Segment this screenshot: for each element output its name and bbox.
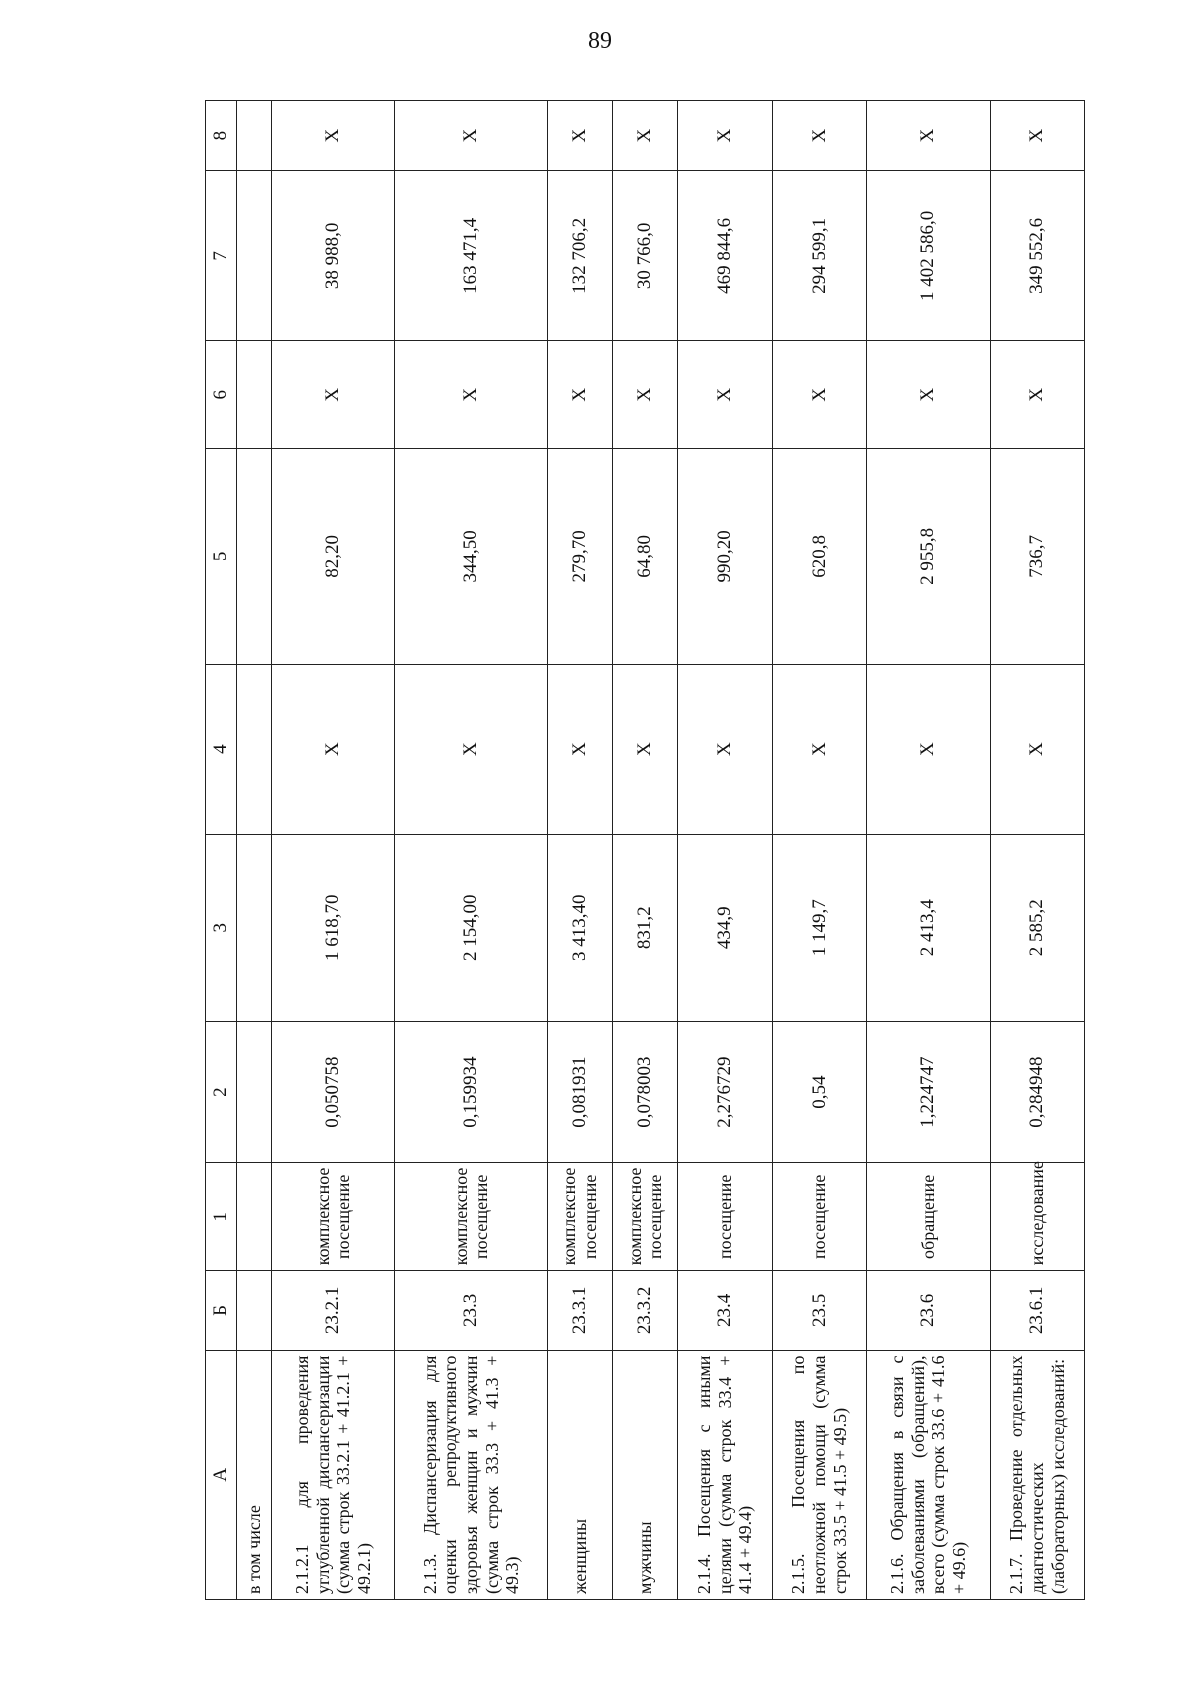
cell-b: 23.6.1 <box>990 1271 1084 1350</box>
col-header-6: 6 <box>206 341 237 449</box>
subheader-cell: в том числе <box>237 1350 272 1599</box>
cell-a: 2.1.4. Посещения с иными целями (сумма строк 33.4 + 41.4 + 49.4) <box>678 1350 772 1599</box>
cell-c1: комплексное посещение <box>395 1163 548 1271</box>
table-row <box>678 101 772 1600</box>
table-row <box>272 101 395 1600</box>
cell-c5: 279,70 <box>548 449 613 664</box>
col-header-4: 4 <box>206 664 237 834</box>
cell-c1: комплексное посещение <box>272 1163 395 1271</box>
col-header-a: А <box>206 1350 237 1599</box>
cell-c8: X <box>772 101 866 171</box>
cell-c4: X <box>272 664 395 834</box>
cell-c7: 38 988,0 <box>272 171 395 341</box>
cell-c5: 64,80 <box>613 449 678 664</box>
cell-c8: X <box>867 101 990 171</box>
cell-c1: комплексное посещение <box>548 1163 613 1271</box>
cell-c8: X <box>272 101 395 171</box>
cell-c8: X <box>990 101 1084 171</box>
cell-c2: 1,224747 <box>867 1021 990 1163</box>
cell-c4: X <box>867 664 990 834</box>
subheader-row <box>237 101 272 1600</box>
table-frame <box>205 100 1085 1600</box>
cell-c3: 3 413,40 <box>548 834 613 1021</box>
cell-c5: 344,50 <box>395 449 548 664</box>
table-row <box>395 101 548 1600</box>
cell-c5: 736,7 <box>990 449 1084 664</box>
cell-a: мужчины <box>613 1350 678 1599</box>
cell-c2: 0,081931 <box>548 1021 613 1163</box>
cell-c3: 2 413,4 <box>867 834 990 1021</box>
cell-c7: 294 599,1 <box>772 171 866 341</box>
cell-c7: 1 402 586,0 <box>867 171 990 341</box>
cell-c3: 831,2 <box>613 834 678 1021</box>
col-header-1: 1 <box>206 1163 237 1271</box>
cell-c4: X <box>678 664 772 834</box>
cell-c7: 469 844,6 <box>678 171 772 341</box>
cell-a: 2.1.5. Посещения по неотложной помощи (сумма строк 33.5 + 41.5 + 49.5) <box>772 1350 866 1599</box>
cell-c4: X <box>613 664 678 834</box>
cell-c6: X <box>772 341 866 449</box>
cell-c4: X <box>548 664 613 834</box>
col-header-5: 5 <box>206 449 237 664</box>
cell-b: 23.3.2 <box>613 1271 678 1350</box>
cell-c4: X <box>395 664 548 834</box>
cell-c1: комплексное посещение <box>613 1163 678 1271</box>
cell-c4: X <box>772 664 866 834</box>
cell-c3: 2 154,00 <box>395 834 548 1021</box>
cell-c7: 163 471,4 <box>395 171 548 341</box>
cell-c6: X <box>548 341 613 449</box>
table-row <box>990 101 1084 1600</box>
cell-c5: 990,20 <box>678 449 772 664</box>
col-header-7: 7 <box>206 171 237 341</box>
cell-c3: 2 585,2 <box>990 834 1084 1021</box>
cell-c3: 434,9 <box>678 834 772 1021</box>
cell-c1: посещение <box>772 1163 866 1271</box>
col-header-2: 2 <box>206 1021 237 1163</box>
cell-a: 2.1.6. Обращения в связи с заболеваниями (обращений), всего (сумма строк 33.6 + 41.6 + 49.6) <box>867 1350 990 1599</box>
cell-c6: X <box>678 341 772 449</box>
header-row <box>206 101 237 1600</box>
cell-b: 23.2.1 <box>272 1271 395 1350</box>
cell-c5: 82,20 <box>272 449 395 664</box>
table-row <box>613 101 678 1600</box>
cell-c1: посещение <box>678 1163 772 1271</box>
data-table <box>205 100 1085 1600</box>
cell-a: женщины <box>548 1350 613 1599</box>
cell-c3: 1 149,7 <box>772 834 866 1021</box>
cell-b: 23.6 <box>867 1271 990 1350</box>
col-header-3: 3 <box>206 834 237 1021</box>
cell-c7: 132 706,2 <box>548 171 613 341</box>
cell-c7: 30 766,0 <box>613 171 678 341</box>
cell-b: 23.4 <box>678 1271 772 1350</box>
cell-c8: X <box>548 101 613 171</box>
cell-b: 23.3 <box>395 1271 548 1350</box>
cell-c8: X <box>678 101 772 171</box>
cell-c2: 0,050758 <box>272 1021 395 1163</box>
cell-c5: 2 955,8 <box>867 449 990 664</box>
cell-c1: обращение <box>867 1163 990 1271</box>
cell-c2: 2,276729 <box>678 1021 772 1163</box>
page-number: 89 <box>588 28 612 54</box>
cell-c5: 620,8 <box>772 449 866 664</box>
cell-c2: 0,284948 <box>990 1021 1084 1163</box>
cell-c8: X <box>613 101 678 171</box>
cell-a: 2.1.2.1 для проведения углубленной диспансеризации (сумма строк 33.2.1 + 41.2.1 + 49.2.1) <box>272 1350 395 1599</box>
cell-c6: X <box>613 341 678 449</box>
cell-c3: 1 618,70 <box>272 834 395 1021</box>
cell-c6: X <box>867 341 990 449</box>
cell-c1: исследование <box>990 1163 1084 1271</box>
cell-c8: X <box>395 101 548 171</box>
cell-c6: X <box>990 341 1084 449</box>
cell-a: 2.1.3. Диспансеризация для оценки репродуктивного здоровья женщин и мужчин (сумма строк 33.3 + 41.3 + 49.3) <box>395 1350 548 1599</box>
cell-a: 2.1.7. Проведение отдельных диагностических (лабораторных) исследований: <box>990 1350 1084 1599</box>
cell-c6: X <box>395 341 548 449</box>
cell-c4: X <box>990 664 1084 834</box>
table-row <box>548 101 613 1600</box>
col-header-b: Б <box>206 1271 237 1350</box>
cell-c2: 0,078003 <box>613 1021 678 1163</box>
cell-c2: 0,54 <box>772 1021 866 1163</box>
col-header-8: 8 <box>206 101 237 171</box>
cell-b: 23.3.1 <box>548 1271 613 1350</box>
table-row <box>867 101 990 1600</box>
cell-c7: 349 552,6 <box>990 171 1084 341</box>
cell-c2: 0,159934 <box>395 1021 548 1163</box>
cell-b: 23.5 <box>772 1271 866 1350</box>
cell-c6: X <box>272 341 395 449</box>
table-row <box>772 101 866 1600</box>
